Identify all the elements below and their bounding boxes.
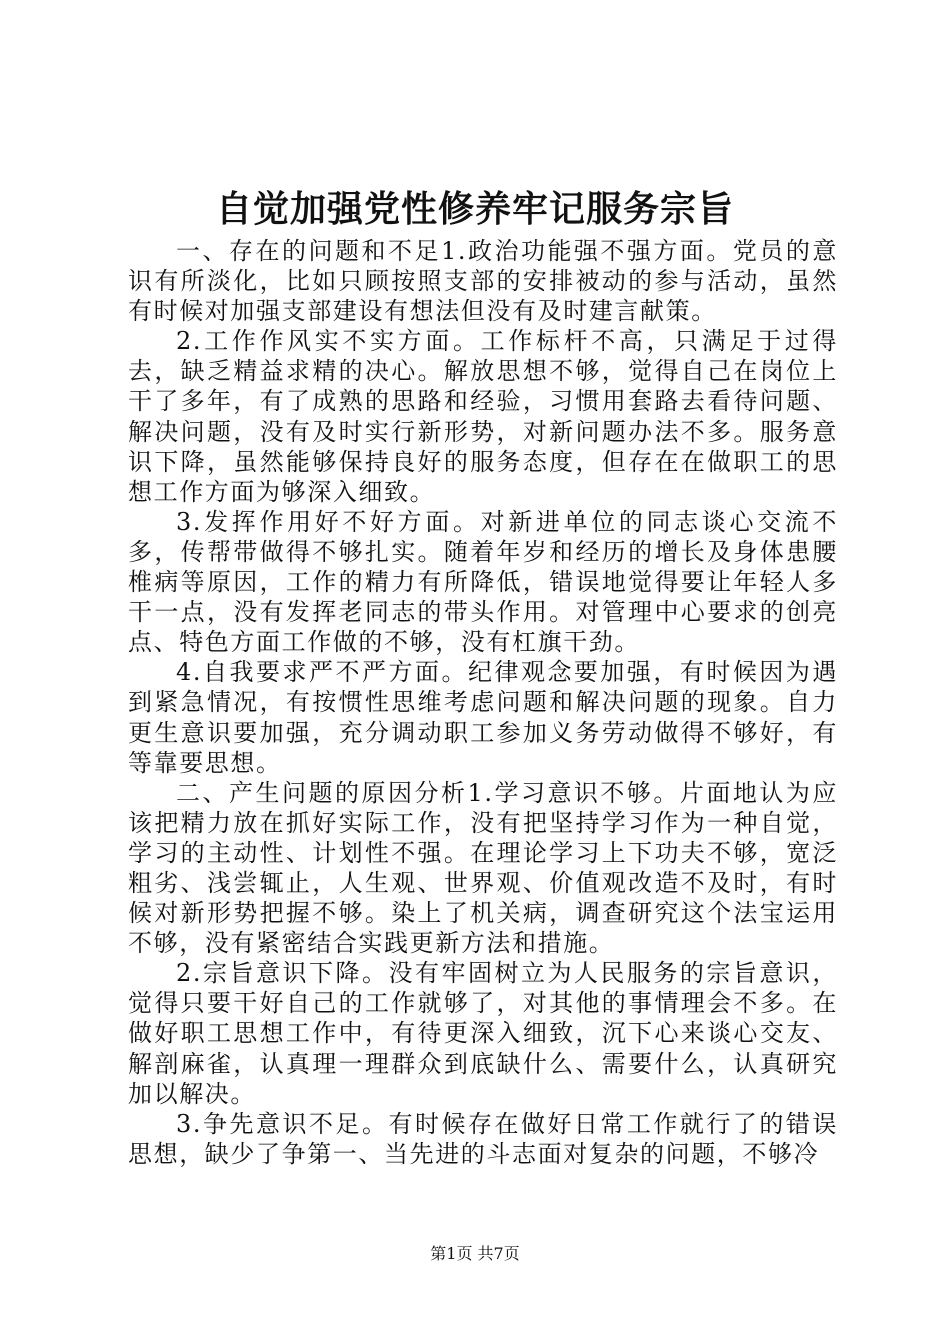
paragraph: 4.自我要求严不严方面。纪律观念要加强，有时候因为遇到紧急情况，有按惯性思维考虑问题和解决问题的现象。自力更生意识要加强，充分调动职工参加义务劳动做得不够好，有等靠要思想。 — [128, 658, 838, 777]
document-title: 自觉加强党性修养牢记服务宗旨 — [215, 188, 734, 230]
page-number-footer: 第1页 共7页 — [430, 1244, 520, 1263]
paragraph: 2.宗旨意识下降。没有牢固树立为人民服务的宗旨意识，觉得只要干好自己的工作就够了，对其他的事情理会不多。在做好职工思想工作中，有待更深入细致，沉下心来谈心交友、解剖麻雀，认真理一理群众到底缺什么、需要什么，认真研究加以解决。 — [128, 959, 838, 1108]
paragraph: 二、产生问题的原因分析1.学习意识不够。片面地认为应该把精力放在抓好实际工作，没有把坚持学习作为一种自觉，学习的主动性、计划性不强。在理论学习上下功夫不够，宽泛粗劣、浅尝辄止，人生观、世界观、价值观改造不及时，有时候对新形势把握不够。染上了机关病，调查研究这个法宝运用不够，没有紧密结合实践更新方法和措施。 — [128, 778, 838, 958]
paragraph: 2.工作作风实不实方面。工作标杆不高，只满足于过得去，缺乏精益求精的决心。解放思想不够，觉得自己在岗位上干了多年，有了成熟的思路和经验，习惯用套路去看待问题、解决问题，没有及时实行新形势，对新问题办法不多。服务意识下降，虽然能够保持良好的服务态度，但存在在做职工的思想工作方面为够深入细致。 — [128, 327, 838, 506]
paragraph: 3.争先意识不足。有时候存在做好日常工作就行了的错误思想，缺少了争第一、当先进的斗志面对复杂的问题，不够冷 — [128, 1109, 838, 1168]
document-body — [128, 236, 838, 1169]
paragraph: 3.发挥作用好不好方面。对新进单位的同志谈心交流不多，传帮带做得不够扎实。随着年岁和经历的增长及身体患腰椎病等原因，工作的精力有所降低，错误地觉得要让年轻人多干一点，没有发挥老同志的带头作用。对管理中心要求的创亮点、特色方面工作做的不够，没有杠旗干劲。 — [128, 507, 838, 657]
paragraph: 一、存在的问题和不足1.政治功能强不强方面。党员的意识有所淡化，比如只顾按照支部的安排被动的参与活动，虽然有时候对加强支部建设有想法但没有及时建言献策。 — [128, 237, 838, 326]
